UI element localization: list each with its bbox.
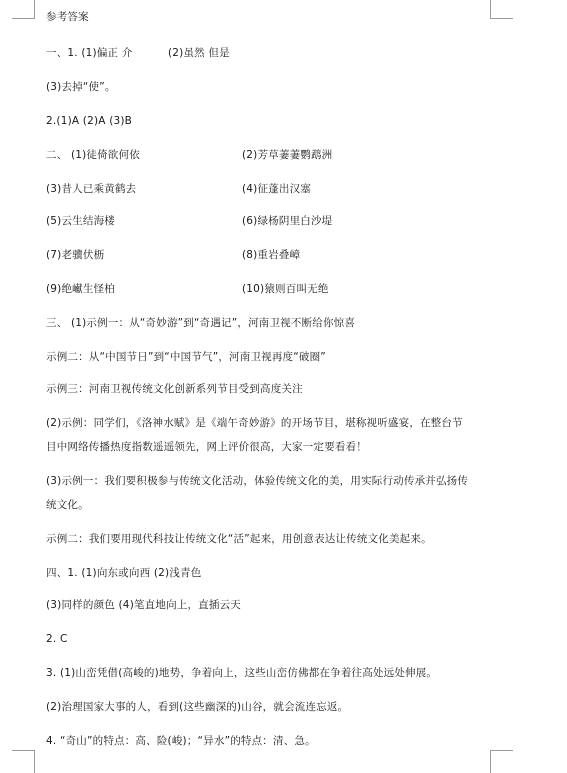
crop-mark-top-left (12, 0, 35, 19)
answer-line-6 (46, 214, 333, 228)
answer-line-8-b: (10)猿则百叫无绝 (242, 283, 329, 295)
answer-line-1-a: 一、1. (1)偏正 介 (46, 47, 133, 59)
answer-line-2: (3)去掉“使”。 (46, 81, 116, 93)
answer-line-8-a: (9)绝𪩘生怪柏 (46, 283, 115, 295)
answer-line-1 (46, 46, 230, 60)
answer-line-8 (46, 282, 329, 296)
crop-mark-bottom-left (12, 750, 35, 773)
answer-line-7 (46, 248, 301, 262)
answer-line-5-b: (4)征蓬出汉塞 (242, 183, 311, 195)
crop-mark-bottom-right (490, 750, 513, 773)
answer-line-6-b: (6)绿杨阴里白沙堤 (242, 215, 333, 227)
answer-line-20: 3. (1)山峦凭借(高峻的)地势，争着向上，这些山峦仿佛都在争着往高处远处伸展。 (46, 667, 438, 679)
answer-line-7-a: (7)老骥伏枥 (46, 249, 105, 261)
answer-line-4-b: (2)芳草萋萋鹦鹉洲 (242, 149, 333, 161)
answer-line-14: (3)示例一：我们要积极参与传统文化活动，体验传统文化的美，用实际行动传承并弘扬传 (46, 475, 469, 487)
crop-mark-top-right (490, 0, 513, 19)
answer-line-4 (46, 148, 333, 162)
page-title: 参考答案 (46, 11, 89, 23)
answer-line-21: (2)治理国家大事的人，看到(这些幽深的)山谷，就会流连忘返。 (46, 701, 349, 713)
answer-line-17: 四、1. (1)向东或向西 (2)浅青色 (46, 567, 202, 579)
answer-line-15: 统文化。 (46, 499, 89, 511)
answer-line-11: 示例三：河南卫视传统文化创新系列节目受到高度关注 (46, 383, 303, 395)
answer-line-19: 2. C (46, 633, 68, 645)
answer-line-4-a: 二、 (1)徒倚欲何依 (46, 149, 140, 161)
answer-line-13: 目中网络传播热度指数遥遥领先，网上评价很高，大家一定要看看！ (46, 441, 367, 453)
answer-line-7-b: (8)重岩叠嶂 (242, 249, 301, 261)
answer-line-18: (3)同样的颜色 (4)笔直地向上，直插云天 (46, 599, 241, 611)
answer-line-12: (2)示例：同学们，《洛神水赋》是《端午奇妙游》的开场节目，堪称视听盛宴，在整台节 (46, 417, 463, 429)
answer-line-1-b: (2)虽然 但是 (168, 47, 230, 59)
answer-line-16: 示例二：我们要用现代科技让传统文化“活”起来，用创意表达让传统文化美起来。 (46, 533, 432, 545)
answer-line-5 (46, 182, 311, 196)
answer-line-22: 4. “奇山”的特点：高、险(峻)；“异水”的特点：清、急。 (46, 735, 316, 747)
answer-line-10: 示例二：从“中国节日”到“中国节气”，河南卫视再度“破圈” (46, 351, 326, 363)
answer-line-9: 三、 (1)示例一：从“奇妙游”到“奇遇记”，河南卫视不断给你惊喜 (46, 317, 356, 329)
answer-line-6-a: (5)云生结海楼 (46, 215, 115, 227)
answer-line-5-a: (3)昔人已乘黄鹤去 (46, 183, 137, 195)
answer-line-3: 2.(1)A (2)A (3)B (46, 115, 133, 127)
